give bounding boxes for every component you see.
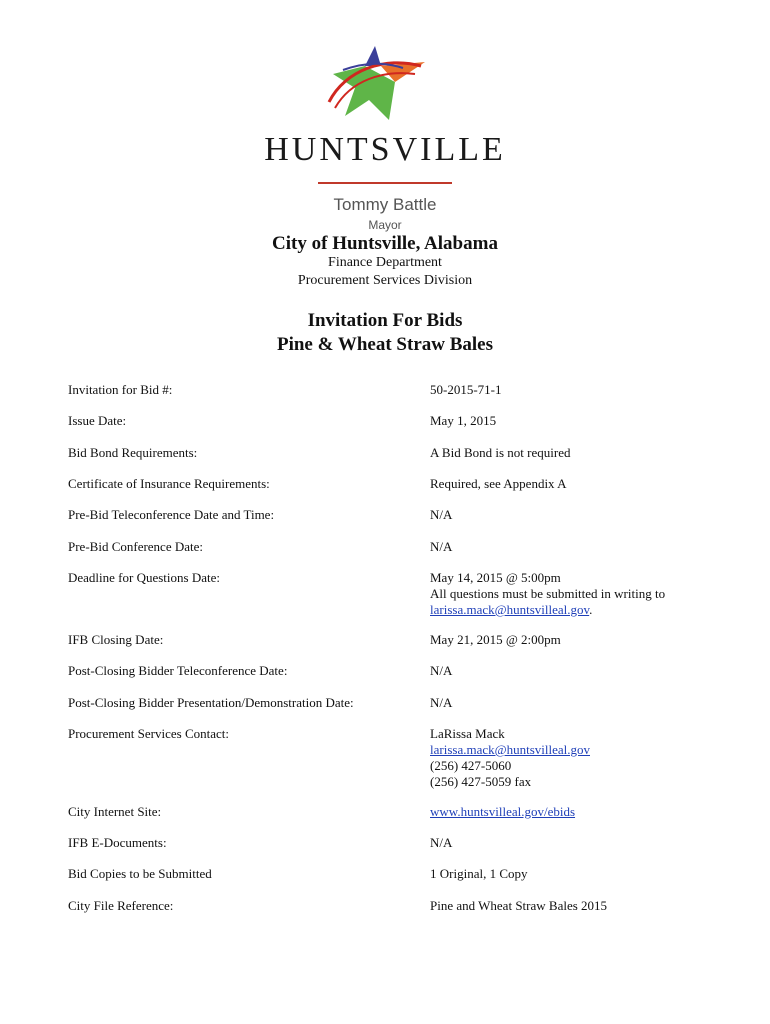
value-line: All questions must be submitted in writing to: [430, 586, 666, 601]
row-value: [430, 695, 750, 711]
huntsville-wordmark: HUNTSVILLE: [264, 131, 506, 168]
row-value: [430, 632, 750, 648]
email-link[interactable]: larissa.mack@huntsvilleal.gov: [430, 742, 590, 757]
value-line: May 14, 2015 @ 5:00pm: [430, 570, 561, 585]
row-label: Procurement Services Contact:: [68, 726, 230, 741]
row-label: IFB E-Documents:: [68, 835, 167, 850]
mayor-title: Mayor: [368, 218, 402, 232]
row-label: Pre-Bid Conference Date:: [68, 539, 204, 554]
row-value: [430, 835, 750, 851]
row-label: Issue Date:: [68, 413, 127, 428]
wordmark-underline: [318, 182, 452, 184]
row-label: Bid Bond Requirements:: [68, 445, 198, 460]
row-label: City Internet Site:: [68, 804, 162, 819]
row-label: Post-Closing Bidder Teleconference Date:: [68, 663, 288, 678]
row-label: IFB Closing Date:: [68, 632, 164, 647]
row-value: [430, 382, 750, 398]
huntsville-star-logo: [325, 44, 431, 122]
row-value: [430, 413, 750, 429]
value-line: N/A: [430, 539, 453, 554]
row-value: [430, 570, 750, 618]
website-link[interactable]: www.huntsvilleal.gov/ebids: [430, 804, 576, 819]
department-heading: Finance Department: [328, 255, 442, 270]
row-value: [430, 445, 750, 461]
value-line: 50-2015-71-1: [430, 382, 502, 397]
document-title: Invitation For Bids: [307, 310, 463, 331]
division-heading: Procurement Services Division: [297, 273, 473, 288]
city-heading: City of Huntsville, Alabama: [272, 233, 498, 254]
email-link[interactable]: larissa.mack@huntsvilleal.gov: [430, 602, 590, 617]
value-line: A Bid Bond is not required: [430, 445, 571, 460]
row-label: Certificate of Insurance Requirements:: [68, 476, 270, 491]
document-subtitle: Pine & Wheat Straw Bales: [276, 334, 494, 355]
row-label: Pre-Bid Teleconference Date and Time:: [68, 507, 275, 522]
link-suffix: .: [589, 602, 593, 617]
value-line: May 1, 2015: [430, 413, 497, 428]
row-value: [430, 804, 750, 820]
row-value: [430, 663, 750, 679]
row-value: [430, 539, 750, 555]
value-line: Pine and Wheat Straw Bales 2015: [430, 898, 608, 913]
fax-number: (256) 427-5059 fax: [430, 774, 532, 789]
phone-number: (256) 427-5060: [430, 758, 512, 773]
row-value: [430, 726, 750, 790]
value-line: 1 Original, 1 Copy: [430, 866, 528, 881]
row-label: Bid Copies to be Submitted: [68, 866, 212, 881]
value-line: N/A: [430, 835, 453, 850]
row-label: Invitation for Bid #:: [68, 382, 173, 397]
row-label: Post-Closing Bidder Presentation/Demonstration Date:: [68, 695, 354, 710]
value-line: [430, 804, 750, 820]
row-value: [430, 476, 750, 492]
row-label: City File Reference:: [68, 898, 174, 913]
row-value: [430, 507, 750, 523]
value-line: [430, 742, 750, 758]
value-line: [430, 602, 750, 618]
row-value: [430, 898, 750, 914]
mayor-name: Tommy Battle: [333, 195, 437, 214]
row-value: [430, 866, 750, 882]
row-label: Deadline for Questions Date:: [68, 570, 220, 585]
value-line: May 21, 2015 @ 2:00pm: [430, 632, 561, 647]
value-line: N/A: [430, 507, 453, 522]
value-line: LaRissa Mack: [430, 726, 505, 741]
value-line: Required, see Appendix A: [430, 476, 567, 491]
value-line: N/A: [430, 695, 453, 710]
value-line: N/A: [430, 663, 453, 678]
